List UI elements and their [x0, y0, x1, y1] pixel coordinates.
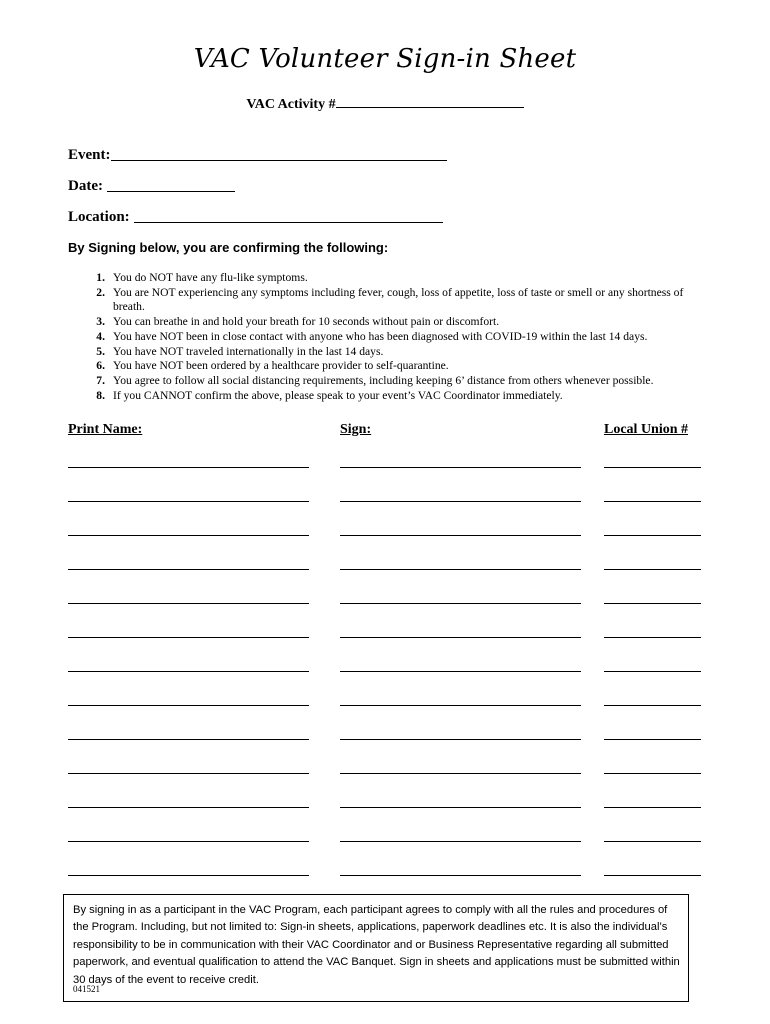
- location-label: Location:: [68, 209, 130, 225]
- sign-header: Sign:: [340, 422, 372, 437]
- event-label: Event:: [68, 147, 111, 163]
- sign-blank[interactable]: [340, 603, 581, 604]
- sign-blank[interactable]: [340, 807, 581, 808]
- local-union-blank[interactable]: [604, 705, 701, 706]
- print-name-blank[interactable]: [68, 603, 309, 604]
- print-name-blank[interactable]: [68, 875, 309, 876]
- local-union-blank[interactable]: [604, 671, 701, 672]
- print-name-header: Print Name:: [68, 422, 143, 437]
- table-row: [0, 467, 770, 501]
- list-number: 2.: [96, 285, 105, 299]
- location-field: [68, 209, 443, 226]
- local-union-header: Local Union #: [604, 422, 689, 437]
- table-row: [0, 637, 770, 671]
- local-union-blank[interactable]: [604, 501, 701, 502]
- local-union-blank[interactable]: [604, 535, 701, 536]
- table-row: [0, 807, 770, 841]
- list-number: 6.: [96, 359, 105, 373]
- local-union-blank[interactable]: [604, 569, 701, 570]
- table-row: [0, 501, 770, 535]
- print-name-blank[interactable]: [68, 535, 309, 536]
- print-name-blank[interactable]: [68, 501, 309, 502]
- activity-number-blank[interactable]: [336, 107, 524, 108]
- sign-blank[interactable]: [340, 467, 581, 468]
- list-item: [68, 345, 708, 360]
- sign-blank[interactable]: [340, 705, 581, 706]
- print-name-blank[interactable]: [68, 671, 309, 672]
- list-item: [68, 389, 708, 404]
- list-item: [68, 315, 708, 330]
- date-label: Date:: [68, 178, 103, 194]
- participant-notice-box: [63, 894, 689, 1002]
- sheet-title: VAC Volunteer Sign-in Sheet: [193, 44, 577, 74]
- list-item: [68, 271, 708, 286]
- list-item: [68, 286, 708, 315]
- sign-blank[interactable]: [340, 637, 581, 638]
- event-blank[interactable]: [111, 160, 447, 161]
- list-number: 5.: [96, 344, 105, 358]
- sign-blank[interactable]: [340, 501, 581, 502]
- print-name-blank[interactable]: [68, 705, 309, 706]
- list-text: You have NOT been ordered by a healthcare provider to self-quarantine.: [113, 359, 449, 373]
- list-text: You are NOT experiencing any symptoms including fever, cough, loss of appetite, loss of taste or smell or any shortness of breath.: [113, 285, 684, 314]
- activity-number-field: [0, 97, 770, 113]
- sign-blank[interactable]: [340, 671, 581, 672]
- sign-blank[interactable]: [340, 535, 581, 536]
- print-name-blank[interactable]: [68, 467, 309, 468]
- table-row: [0, 841, 770, 875]
- conditions-list: [68, 271, 708, 403]
- list-text: You can breathe in and hold your breath for 10 seconds without pain or discomfort.: [113, 315, 500, 329]
- list-text: You do NOT have any flu-like symptoms.: [113, 271, 308, 284]
- table-row: [0, 671, 770, 705]
- print-name-blank[interactable]: [68, 773, 309, 774]
- local-union-blank[interactable]: [604, 739, 701, 740]
- local-union-blank[interactable]: [604, 773, 701, 774]
- sign-blank[interactable]: [340, 875, 581, 876]
- table-row: [0, 773, 770, 807]
- list-item: [68, 359, 708, 374]
- sign-in-rows: [0, 467, 770, 909]
- event-field: [68, 147, 447, 164]
- participant-notice-text: By signing in as a participant in the VAC Program, each participant agrees to comply with all the rules and procedures of the Program. Including, but not limited to: Sign-in sheets, applications, paperwork deadlines etc. It is also the individual’s responsibility to be in communication with their VAC Coordinator and or Business Representative regarding all submitted paperwork, and eventual qualification to attend the VAC Banquet. Sign in sheets and applications must be submitted within 30 days of the event to receive credit.: [73, 904, 680, 986]
- list-number: 3.: [96, 315, 105, 329]
- sign-blank[interactable]: [340, 773, 581, 774]
- list-text: You have NOT traveled internationally in the last 14 days.: [113, 344, 384, 358]
- print-name-blank[interactable]: [68, 637, 309, 638]
- confirm-heading: By Signing below, you are confirming the following:: [68, 240, 389, 255]
- list-text: You have NOT been in close contact with anyone who has been diagnosed with COVID-19 within the last 14 days.: [113, 329, 648, 343]
- list-text: You agree to follow all social distancing requirements, including keeping 6’ distance from others whenever possible.: [113, 373, 654, 387]
- list-text: If you CANNOT confirm the above, please speak to your event’s VAC Coordinator immediately.: [113, 388, 563, 402]
- local-union-blank[interactable]: [604, 603, 701, 604]
- activity-number-label: VAC Activity #: [246, 97, 336, 112]
- sign-blank[interactable]: [340, 841, 581, 842]
- print-name-blank[interactable]: [68, 739, 309, 740]
- date-field: [68, 178, 235, 195]
- print-name-blank[interactable]: [68, 569, 309, 570]
- table-row: [0, 705, 770, 739]
- table-row: [0, 535, 770, 569]
- local-union-blank[interactable]: [604, 841, 701, 842]
- list-number: 4.: [96, 329, 105, 343]
- list-item: [68, 330, 708, 345]
- table-row: [0, 739, 770, 773]
- list-number: 7.: [96, 373, 105, 387]
- local-union-blank[interactable]: [604, 637, 701, 638]
- local-union-blank[interactable]: [604, 807, 701, 808]
- print-name-blank[interactable]: [68, 807, 309, 808]
- form-code: 041521: [73, 983, 100, 994]
- date-blank[interactable]: [107, 191, 235, 192]
- print-name-blank[interactable]: [68, 841, 309, 842]
- table-row: [0, 569, 770, 603]
- list-number: 8.: [96, 388, 105, 402]
- sign-blank[interactable]: [340, 739, 581, 740]
- table-row: [0, 603, 770, 637]
- list-number: 1.: [96, 271, 105, 284]
- sign-blank[interactable]: [340, 569, 581, 570]
- location-blank[interactable]: [134, 222, 443, 223]
- local-union-blank[interactable]: [604, 875, 701, 876]
- list-item: [68, 374, 708, 389]
- local-union-blank[interactable]: [604, 467, 701, 468]
